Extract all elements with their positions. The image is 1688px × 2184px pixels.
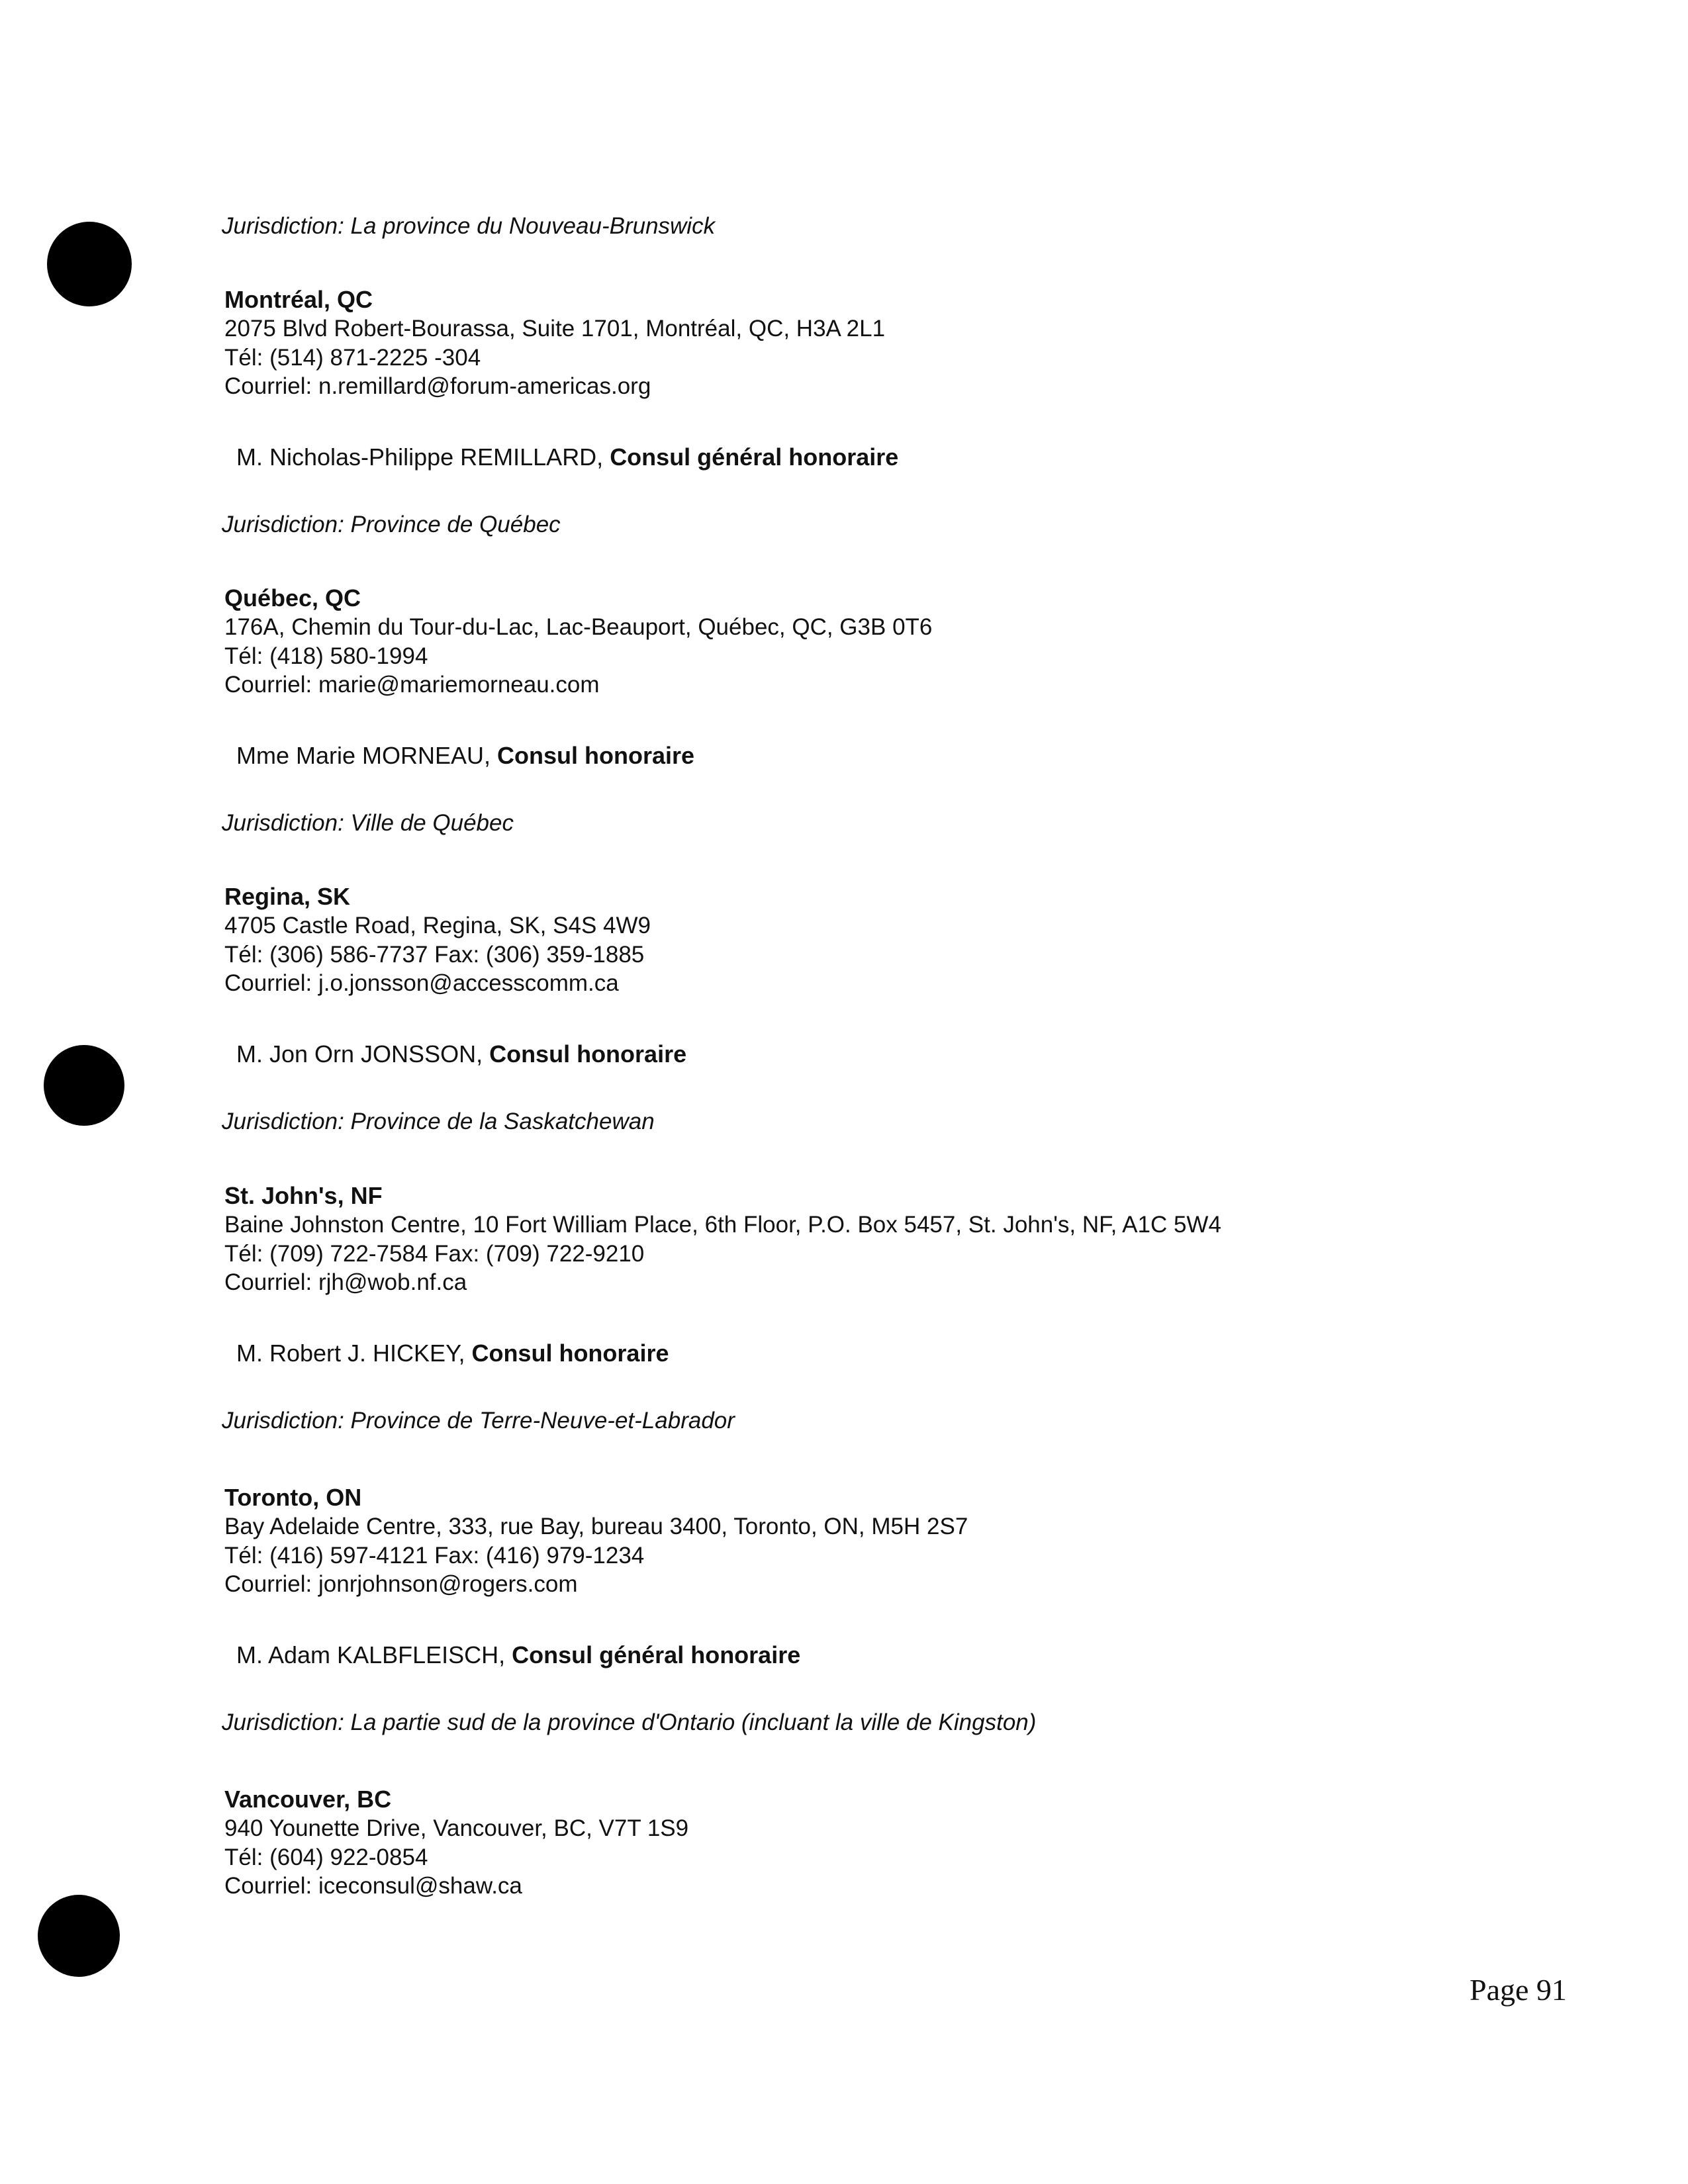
email: Courriel: n.remillard@forum-americas.org [224, 373, 651, 399]
email: Courriel: rjh@wob.nf.ca [224, 1269, 467, 1295]
consulate-st-johns [224, 1181, 1221, 1297]
jurisdiction-quebec-city: Jurisdiction: Ville de Québec [222, 810, 514, 836]
person-title: Consul honoraire [489, 1040, 687, 1068]
consulate-montreal [224, 285, 885, 401]
consulate-regina [224, 882, 651, 998]
person-name: M. Nicholas-Philippe REMILLARD, [236, 443, 610, 471]
page-number: Page 91 [1470, 1973, 1567, 2007]
consulate-vancouver [224, 1785, 688, 1901]
consulate-toronto [224, 1483, 968, 1599]
city-heading: Montréal, QC [224, 286, 373, 313]
consulate-quebec [224, 584, 932, 700]
phone: Tél: (306) 586-7737 Fax: (306) 359-1885 [224, 941, 645, 968]
jurisdiction-new-brunswick: Jurisdiction: La province du Nouveau-Brunswick [222, 213, 716, 239]
city-heading: Québec, QC [224, 584, 361, 612]
phone: Tél: (418) 580-1994 [224, 643, 428, 669]
person-title: Consul honoraire [497, 742, 695, 769]
city-heading: St. John's, NF [224, 1182, 383, 1209]
email: Courriel: jonrjohnson@rogers.com [224, 1571, 578, 1597]
consul-remillard [236, 443, 898, 472]
city-heading: Regina, SK [224, 883, 351, 910]
person-name: M. Robert J. HICKEY, [236, 1340, 472, 1367]
city-heading: Vancouver, BC [224, 1786, 392, 1813]
consul-jonsson [236, 1040, 686, 1069]
person-title: Consul général honoraire [512, 1641, 801, 1668]
city-heading: Toronto, ON [224, 1484, 362, 1511]
email: Courriel: marie@mariemorneau.com [224, 672, 600, 698]
jurisdiction-southern-ontario: Jurisdiction: La partie sud de la province d'Ontario (incluant la ville de Kingston) [222, 1709, 1037, 1735]
jurisdiction-quebec-province: Jurisdiction: Province de Québec [222, 512, 561, 537]
person-title: Consul général honoraire [610, 443, 899, 471]
email: Courriel: iceconsul@shaw.ca [224, 1873, 522, 1899]
phone: Tél: (416) 597-4121 Fax: (416) 979-1234 [224, 1542, 645, 1569]
address: 2075 Blvd Robert-Bourassa, Suite 1701, Montréal, QC, H3A 2L1 [224, 316, 886, 341]
address: 176A, Chemin du Tour-du-Lac, Lac-Beauport, Québec, QC, G3B 0T6 [224, 614, 933, 640]
person-name: M. Jon Orn JONSSON, [236, 1040, 490, 1068]
email: Courriel: j.o.jonsson@accesscomm.ca [224, 970, 619, 996]
address: Bay Adelaide Centre, 333, rue Bay, bureau 3400, Toronto, ON, M5H 2S7 [224, 1514, 968, 1539]
consul-kalbfleisch [236, 1641, 800, 1670]
phone: Tél: (514) 871-2225 -304 [224, 344, 481, 371]
phone: Tél: (709) 722-7584 Fax: (709) 722-9210 [224, 1240, 645, 1267]
address: 940 Younette Drive, Vancouver, BC, V7T 1S9 [224, 1815, 689, 1841]
jurisdiction-saskatchewan: Jurisdiction: Province de la Saskatchewan [222, 1109, 655, 1134]
address: Baine Johnston Centre, 10 Fort William Place, 6th Floor, P.O. Box 5457, St. John's, NF, A1C 5W4 [224, 1212, 1221, 1238]
consul-morneau [236, 741, 694, 770]
person-name: M. Adam KALBFLEISCH, [236, 1641, 512, 1668]
consul-hickey [236, 1339, 669, 1368]
address: 4705 Castle Road, Regina, SK, S4S 4W9 [224, 913, 651, 938]
person-title: Consul honoraire [471, 1340, 669, 1367]
person-name: Mme Marie MORNEAU, [236, 742, 498, 769]
phone: Tél: (604) 922-0854 [224, 1844, 428, 1870]
jurisdiction-newfoundland: Jurisdiction: Province de Terre-Neuve-et-Labrador [222, 1408, 735, 1433]
